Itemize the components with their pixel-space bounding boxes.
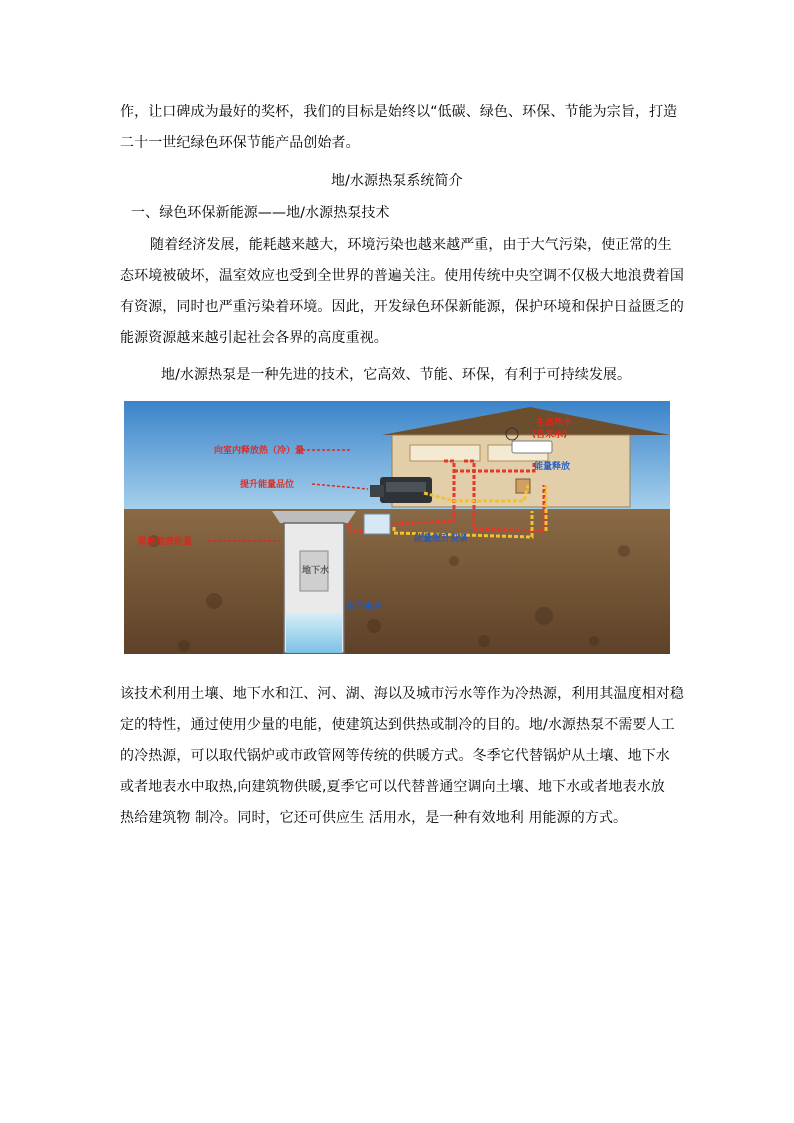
heat-pump-diagram [124,401,670,654]
label-hot-water-2: (自来水) [532,430,568,440]
label-release: 向室内释放热（冷）量 [214,446,305,456]
subsection-title: 一、绿色环保新能源——地/水源热泵技术 [131,205,390,221]
label-energy-release: 能量释放 [534,462,571,472]
paragraph-1-line-1: 作，让口碑成为最好的奖杯，我们的目标是始终以“低碳、绿色、环保、节能为宗旨，打造 [120,104,678,120]
label-ground: 地下水井 [346,602,383,612]
section-title: 地/水源热泵系统简介 [331,173,463,189]
paragraph-4-line-5: 热给建筑物 制冷。同时，它还可供应生 活用水，是一种有效地利 用能源的方式。 [120,810,628,826]
soil [124,509,670,654]
label-absorb: 吸取地表能量 [138,537,193,547]
well [272,511,356,653]
paragraph-2-line-4: 能源资源越来越引起社会各界的高度重视。 [120,330,388,346]
paragraph-4-line-4: 或者地表水中取热,向建筑物供暖,夏季它可以代替普通空调向土壤、地下水或者地表水放 [120,779,665,795]
paragraph-3: 地/水源热泵是一种先进的技术，它高效、节能、环保，有利于可持续发展。 [161,367,632,383]
label-well: 地下水 [302,566,330,576]
paragraph-4-line-1: 该技术利用土壤、地下水和江、河、湖、海以及城市污水等作为冷热源，利用其温度相对稳 [120,686,684,702]
paragraph-4-line-3: 的冷热源，可以取代锅炉或市政管网等传统的供暖方式。冬季它代替锅炉从土壤、地下水 [120,748,670,764]
paragraph-1-line-2: 二十一世纪绿色环保节能产品创始者。 [120,135,360,151]
label-pipe: 能量提升设备 [414,534,469,544]
exchange-box [364,514,390,534]
label-upgrade: 提升能量品位 [240,480,295,490]
label-hot-water-1: 生活热水 [536,418,573,428]
paragraph-2-line-3: 有资源，同时也严重污染着环境。因此，开发绿色环保新能源，保护环境和保护日益匮乏的 [120,299,684,315]
heat-pump-illustration [124,401,670,654]
paragraph-4-line-2: 定的特性，通过使用少量的电能，使建筑达到供热或制冷的目的。地/水源热泵不需要人工 [120,717,675,733]
paragraph-2-line-2: 态环境被破坏，温室效应也受到全世界的普遍关注。使用传统中央空调不仅极大地浪费着国 [120,268,684,284]
paragraph-2-line-1: 随着经济发展，能耗越来越大，环境污染也越来越严重，由于大气污染，使正常的生 [150,237,672,253]
